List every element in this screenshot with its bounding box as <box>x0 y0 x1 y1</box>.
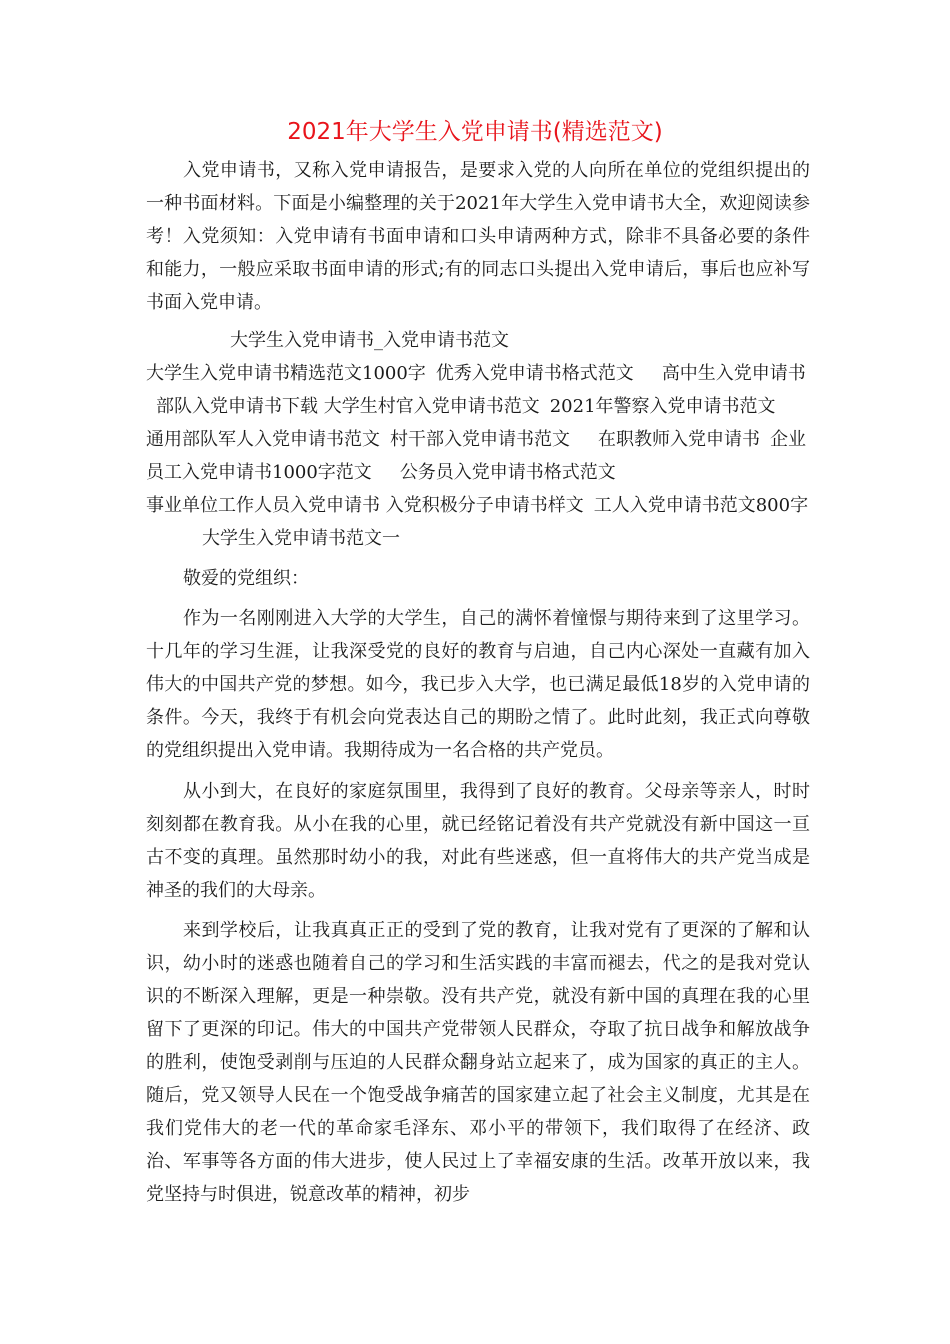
related-link[interactable]: 通用部队军人入党申请书范文 <box>146 429 380 450</box>
intro-paragraph: 入党申请书，又称入党申请报告，是要求入党的人向所在单位的党组织提出的一种书面材料。下面是小编整理的关于2021年大学生入党申请书大全，欢迎阅读参考！入党须知：入党申请有书面申请和口头申请两种方式，除非不具备必要的条件和能力，一般应采取书面申请的形式;有的同志口头提出入党申请后，事后也应补写书面入党申请。 <box>146 160 810 313</box>
related-link[interactable]: 公务员入党申请书格式范文 <box>399 462 616 483</box>
related-link[interactable]: 部队入党申请书下载 <box>156 396 318 417</box>
related-link[interactable]: 大学生村官入党申请书范文 <box>323 396 540 417</box>
salutation: 敬爱的党组织： <box>183 568 309 589</box>
related-link[interactable]: 事业单位工作人员入党申请书 <box>146 495 380 516</box>
related-links <box>146 324 810 555</box>
related-link[interactable]: 2021年警察入党申请书范文 <box>549 396 776 417</box>
related-link[interactable]: 村干部入党申请书范文 <box>390 429 570 450</box>
related-link[interactable]: 大学生入党申请书范文一 <box>202 528 400 549</box>
related-link[interactable]: 工人入党申请书范文800字 <box>593 495 809 516</box>
document-title: 2021年大学生入党申请书(精选范文) <box>287 119 663 145</box>
body-paragraph: 来到学校后，让我真真正正的受到了党的教育，让我对党有了更深的了解和认识，幼小时的迷惑也随着自己的学习和生活实践的丰富而褪去，代之的是我对党认识的不断深入理解，更是一种崇敬。没有共产党，就没有新中国的真理在我的心里留下了更深的印记。伟大的中国共产党带领人民群众，夺取了抗日战争和解放战争的胜利，使饱受剥削与压迫的人民群众翻身站立起来了，成为国家的真正的主人。随后，党又领导人民在一个饱受战争痛苦的国家建立起了社会主义制度，尤其是在我们党伟大的老一代的革命家毛泽东、邓小平的带领下，我们取得了在经济、政治、军事等各方面的伟大进步，使人民过上了幸福安康的生活。改革开放以来，我党坚持与时俱进，锐意改革的精神，初步 <box>146 920 810 1205</box>
related-link[interactable]: 企业员工入党申请书1000字范文 <box>146 429 806 483</box>
body-paragraph: 作为一名刚刚进入大学的大学生，自己的满怀着憧憬与期待来到了这里学习。十几年的学习生涯，让我深受党的良好的教育与启迪，自己内心深处一直藏有加入伟大的中国共产党的梦想。如今，我已步入大学，也已满足最低18岁的入党申请的条件。今天，我终于有机会向党表达自己的期盼之情了。此时此刻，我正式向尊敬的党组织提出入党申请。我期待成为一名合格的共产党员。 <box>146 608 810 761</box>
related-link[interactable]: 入党积极分子申请书样文 <box>385 495 584 516</box>
body-paragraph: 从小到大，在良好的家庭氛围里，我得到了良好的教育。父母亲等亲人，时时刻刻都在教育我。从小在我的心里，就已经铭记着没有共产党就没有新中国这一亘古不变的真理。虽然那时幼小的我，对此有些迷惑，但一直将伟大的共产党当成是神圣的我们的大母亲。 <box>146 781 810 901</box>
related-link[interactable]: 大学生入党申请书精选范文1000字 <box>146 363 426 384</box>
related-link[interactable]: 高中生入党申请书 <box>661 363 806 384</box>
related-link[interactable]: 大学生入党申请书_入党申请书范文 <box>230 330 509 351</box>
related-link[interactable]: 优秀入党申请书格式范文 <box>435 363 634 384</box>
related-link[interactable]: 在职教师入党申请书 <box>598 429 760 450</box>
